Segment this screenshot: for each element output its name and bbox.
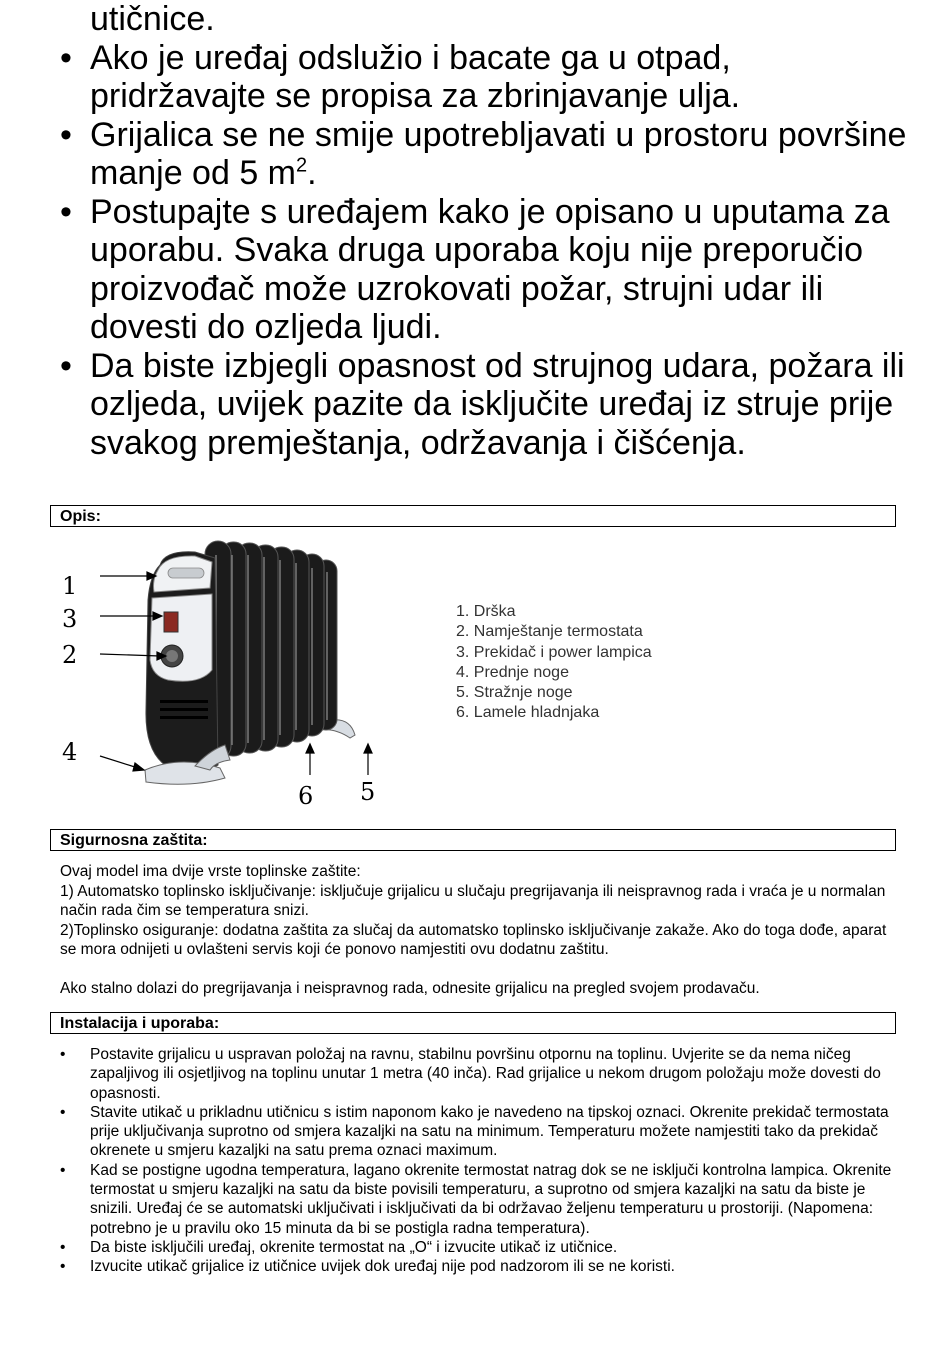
callout-number: 3 bbox=[62, 605, 78, 633]
bullet-item bbox=[60, 347, 920, 463]
bullet-dot: • bbox=[60, 1046, 66, 1063]
superscript: 2 bbox=[296, 154, 308, 177]
bullet-item bbox=[60, 39, 920, 116]
bullet-line: ozljeda, uvijek pazite da isključite uređaj iz struje prije bbox=[90, 385, 894, 423]
bullet-line: Postupajte s uređajem kako je opisano u uputama za bbox=[90, 192, 890, 231]
list-item bbox=[60, 1161, 900, 1238]
bullet-dot: • bbox=[60, 1161, 66, 1179]
list-item-text: Da biste isključili uređaj, okrenite termostat na „O“ i izvucite utikač iz utičnice. bbox=[90, 1238, 618, 1256]
safety-text bbox=[60, 862, 900, 999]
bullet-dot: • bbox=[60, 1258, 66, 1276]
legend-item: 3. Prekidač i power lampica bbox=[456, 643, 652, 661]
heater-illustration bbox=[50, 530, 400, 820]
list-item bbox=[60, 1238, 900, 1257]
continued-line: utičnice. bbox=[90, 0, 215, 38]
bullet-line: Grijalica se ne smije upotrebljavati u prostoru površine bbox=[90, 115, 907, 154]
bullet-line: Da biste izbjegli opasnost od strujnog udara, požara ili bbox=[90, 346, 905, 385]
list-item-text: Postavite grijalicu u uspravan položaj na ravnu, stabilnu površinu otpornu na toplinu. Uvjerite se da nema ničeg zapaljivog ili osjetljivog na toplinu unutar 1 metra (40 inča). Rad grijalice u nekom drugom položaju može dovesti do opasnosti. bbox=[90, 1046, 881, 1102]
bullet-dot: • bbox=[60, 115, 72, 154]
list-item bbox=[60, 1257, 900, 1276]
parts-legend bbox=[456, 602, 652, 724]
callout-number: 4 bbox=[62, 738, 78, 766]
bullet-line: uporabu. Svaka druga uporaba koju nije preporučio bbox=[90, 231, 864, 269]
install-list bbox=[60, 1045, 900, 1277]
list-item-text: Kad se postigne ugodna temperatura, lagano okrenite termostat natrag dok se ne isključi kontrolna lampica. Okrenite termostat u smjeru kazaljki na satu da biste povisili temperaturu, a suprotno od smjera kazaljki na satu da biste je snizili. Uređaj će se automatski uključivati i isključivati da bi održavao željenu temperaturu u prostoriji. (Napomena: potrebno je u pravilu oko 15 minuta da bi se postigla radna temperatura). bbox=[90, 1161, 892, 1237]
bullet-dot: • bbox=[60, 346, 72, 385]
bullet-line bbox=[90, 154, 920, 193]
bullet-line: proizvođač može uzrokovati požar, strujni udar ili bbox=[90, 269, 824, 308]
legend-item: 5. Stražnje noge bbox=[456, 684, 573, 702]
safety-paragraph: Ovaj model ima dvije vrste toplinske zaštite: bbox=[60, 863, 361, 880]
list-item-text: Izvucite utikač grijalice iz utičnice uvijek dok uređaj nije pod nadzorom ili se ne koristi. bbox=[90, 1258, 675, 1276]
list-item-text: Stavite utikač u prikladnu utičnicu s istim naponom kako je navedeno na tipskoj oznaci. Okrenite prekidač termostata prije uključivanja suprotno od smjera kazaljki na satu na minimum. Temperaturu možete namjestiti tako da prekidač okrenete u smjeru kazaljki na satu prema oznaci maximum. bbox=[90, 1103, 889, 1160]
bullet-dot: • bbox=[60, 192, 72, 231]
list-item bbox=[60, 1103, 900, 1161]
legend-item: 2. Namještanje termostata bbox=[456, 623, 643, 641]
bullet-line: Ako je uređaj odslužio i bacate ga u otpad, bbox=[90, 38, 731, 77]
bullet-dot: • bbox=[60, 1238, 66, 1256]
list-item bbox=[60, 1045, 900, 1103]
callout-number: 6 bbox=[298, 782, 314, 810]
bullet-line: svakog premještanja, održavanja i čišćenja. bbox=[90, 423, 746, 462]
section-header-install: Instalacija i uporaba: bbox=[50, 1012, 896, 1034]
legend-item: 6. Lamele hladnjaka bbox=[456, 704, 600, 722]
area-text: manje od 5 m bbox=[90, 154, 296, 192]
bullet-line: dovesti do ozljeda ljudi. bbox=[90, 308, 442, 346]
safety-note: Ako stalno dolazi do pregrijavanja i neispravnog rada, odnesite grijalicu na pregled svojem prodavaču. bbox=[60, 980, 760, 997]
legend-item: 4. Prednje noge bbox=[456, 663, 569, 681]
legend-item: 1. Drška bbox=[456, 603, 516, 620]
section-header-safety: Sigurnosna zaštita: bbox=[50, 829, 896, 851]
power-switch bbox=[164, 612, 178, 632]
safety-paragraph: 1) Automatsko toplinsko isključivanje: isključuje grijalicu u slučaju pregrijavanja ili neispravnog rada i vraća je u normalan način rada čim se temperatura snizi. bbox=[60, 882, 886, 919]
period: . bbox=[307, 154, 317, 192]
bullet-line: pridržavajte se propisa za zbrinjavanje ulja. bbox=[90, 77, 741, 115]
callout-number: 5 bbox=[360, 778, 376, 806]
callout-number: 1 bbox=[62, 572, 78, 600]
intro-section bbox=[60, 0, 920, 462]
control-panel bbox=[150, 594, 212, 681]
section-header-opis: Opis: bbox=[50, 505, 896, 527]
radiator-fins bbox=[205, 541, 337, 759]
bullet-item bbox=[60, 116, 920, 193]
bullet-dot: • bbox=[60, 1103, 66, 1121]
safety-paragraph: 2)Toplinsko osiguranje: dodatna zaštita za slučaj da automatsko toplinsko isključivanje zakaže. Ako do toga dođe, aparat se mora odnijeti u ovlašteni servis koji će ponovo namjestiti ovu dodatnu zaštitu. bbox=[60, 921, 887, 958]
bullet-item bbox=[60, 193, 920, 347]
bullet-dot: • bbox=[60, 38, 72, 77]
callout-number: 2 bbox=[62, 641, 78, 669]
